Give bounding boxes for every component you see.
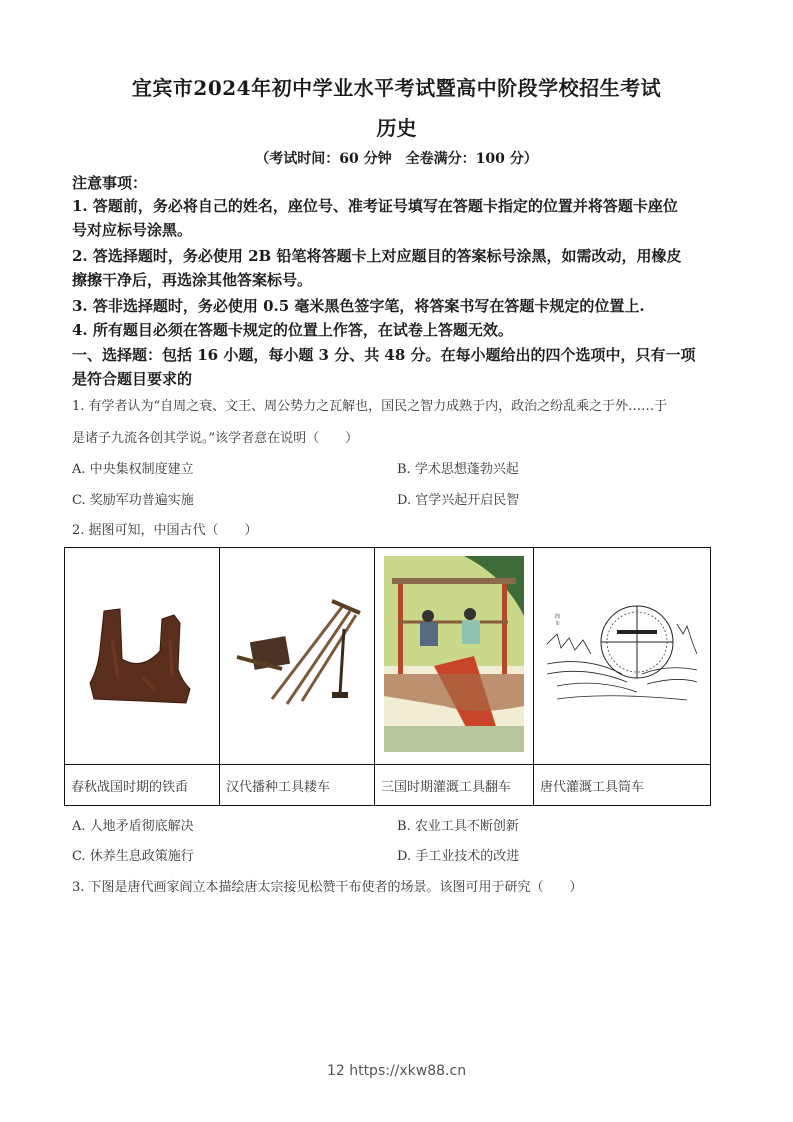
q3-stem: 3. 下图是唐代画家阎立本描绘唐太宗接见松赞干布使者的场景。该图可用于研究（ ）: [72, 880, 583, 895]
figure-caption-2: 汉代播种工具耧车: [220, 765, 375, 806]
figure-cell-4: [534, 548, 711, 765]
section-heading-cont: 是符合题目要求的: [72, 370, 193, 388]
notice-heading: 注意事项：: [72, 174, 148, 192]
figure-caption-1: 春秋战国时期的铁臿: [65, 765, 220, 806]
figure-cell-3: [375, 548, 534, 765]
q1-stem-line2: 是诸子九流各创其学说。”该学者意在说明（ ）: [72, 431, 359, 446]
q1-option-a: A. 中央集权制度建立: [72, 462, 194, 477]
notice-item-3: 3. 答非选择题时，务必使用 0.5 毫米黑色签字笔，将答案书写在答题卡规定的位置上.: [72, 297, 645, 315]
exam-meta: （考试时间：60 分钟 全卷满分：100 分）: [255, 151, 538, 167]
q2-option-b: B. 农业工具不断创新: [397, 819, 519, 834]
svg-text:筒: 筒: [555, 614, 561, 620]
section-heading: 一、选择题：包括 16 小题，每小题 3 分、共 48 分。在每小题给出的四个选项中，只有一项: [72, 346, 696, 364]
figure-cell-2: [220, 548, 375, 765]
figure-cell-1: [65, 548, 220, 765]
q2-figure-table: [64, 547, 711, 806]
q1-option-d: D. 官学兴起开启民智: [397, 493, 520, 508]
q2-option-c: C. 休养生息政策施行: [72, 849, 194, 864]
q2-option-d: D. 手工业技术的改进: [397, 849, 520, 864]
q1-option-b: B. 学术思想蓬勃兴起: [397, 462, 519, 477]
chain-pump-image: [384, 556, 524, 752]
exam-title: 宜宾市2024年初中学业水平考试暨高中阶段学校招生考试: [131, 76, 662, 100]
figure-caption-3: 三国时期灌溉工具翻车: [375, 765, 534, 806]
water-wheel-image: [547, 604, 697, 704]
svg-text:车: 车: [555, 621, 561, 627]
q2-option-a: A. 人地矛盾彻底解决: [72, 819, 194, 834]
notice-item-1-cont: 号对应标号涂黑。: [72, 221, 193, 239]
q1-stem-line1: 1. 有学者认为“自周之衰、文王、周公势力之瓦解也，国民之智力成熟于内，政治之纷乱乘之于外……于: [72, 399, 668, 414]
seed-drill-image: [232, 589, 362, 719]
notice-item-1: 1. 答题前，务必将自己的姓名，座位号、准考证号填写在答题卡指定的位置并将答题卡座位: [72, 197, 678, 215]
notice-item-2: 2. 答选择题时，务必使用 2B 铅笔将答题卡上对应题目的答案标号涂黑，如需改动，用橡皮: [72, 247, 682, 265]
exam-subject: 历史: [376, 116, 417, 140]
page-footer: 12 https://xkw88.cn: [326, 1063, 467, 1079]
iron-spade-image: [82, 599, 202, 709]
figure-caption-4: 唐代灌溉工具筒车: [534, 765, 711, 806]
q1-option-c: C. 奖励军功普遍实施: [72, 493, 194, 508]
notice-item-2-cont: 擦擦干净后，再选涂其他答案标号。: [72, 271, 313, 289]
q2-stem: 2. 据图可知，中国古代（ ）: [72, 523, 258, 538]
notice-item-4: 4. 所有题目必须在答题卡规定的位置上作答，在试卷上答题无效。: [72, 321, 513, 339]
